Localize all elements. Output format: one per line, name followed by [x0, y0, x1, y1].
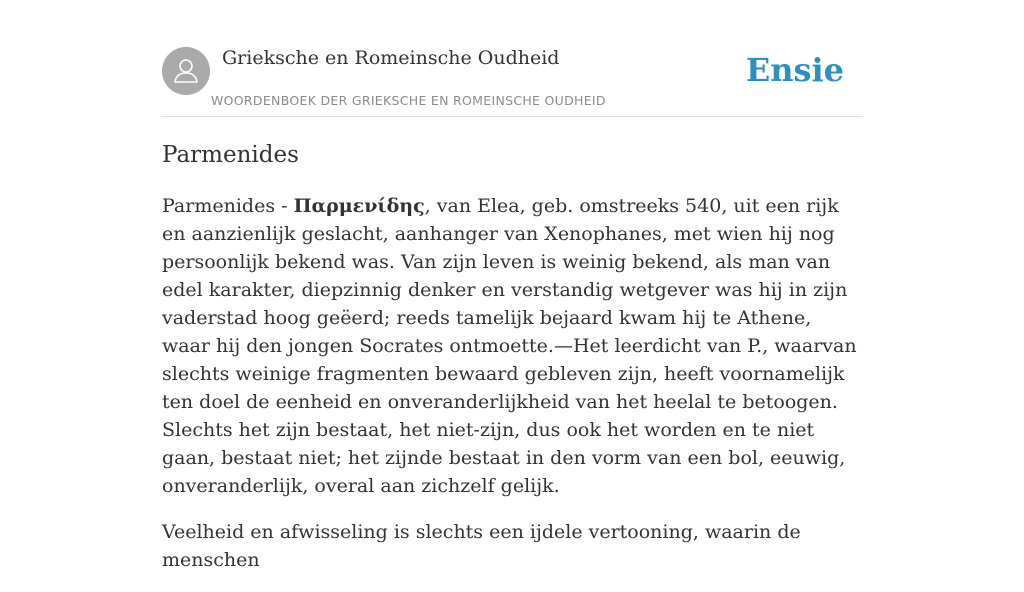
- article-body: [162, 192, 862, 592]
- article-paragraph: [162, 192, 862, 500]
- ensie-logo-link[interactable]: Ensie: [745, 51, 844, 89]
- site-title[interactable]: Grieksche en Romeinsche Oudheid: [222, 47, 560, 69]
- paragraph-text: Veelheid en afwisseling is slechts een ijdele vertooning, waarin de menschen: [162, 521, 801, 571]
- greek-term: Παρμενίδης: [293, 195, 425, 217]
- article-paragraph: [162, 518, 862, 574]
- avatar[interactable]: [162, 47, 210, 95]
- page-title: Parmenides: [162, 142, 299, 168]
- term-label: Parmenides -: [162, 195, 294, 217]
- paragraph-text: , van Elea, geb. omstreeks 540, uit een rijk en aanzienlijk geslacht, aanhanger van Xenophanes, met wien hij nog persoonlijk bekend was. Van zijn leven is weinig bekend, als man van edel karakter, diepzinnig denker en verstandig wetgever was hij in zijn vaderstad hoog geëerd; reeds tamelijk bejaard kwam hij te Athene, waar hij den jongen Socrates ontmoette.—Het leerdicht van P., waarvan slechts weinige fragmenten bewaard gebleven zijn, heeft voornamelijk ten doel de eenheid en onveranderlijkheid van het heelal te betoogen. Slechts het zijn bestaat, het niet-zijn, dus ook het worden en te niet gaan, bestaat niet; het zijnde bestaat in den vorm van een bol, eeuwig, onveranderlijk, overal aan zichzelf gelijk.: [162, 195, 857, 497]
- user-icon: [162, 47, 210, 95]
- dictionary-subtitle: WOORDENBOEK DER GRIEKSCHE EN ROMEINSCHE OUDHEID: [211, 93, 606, 108]
- site-header: [162, 46, 862, 117]
